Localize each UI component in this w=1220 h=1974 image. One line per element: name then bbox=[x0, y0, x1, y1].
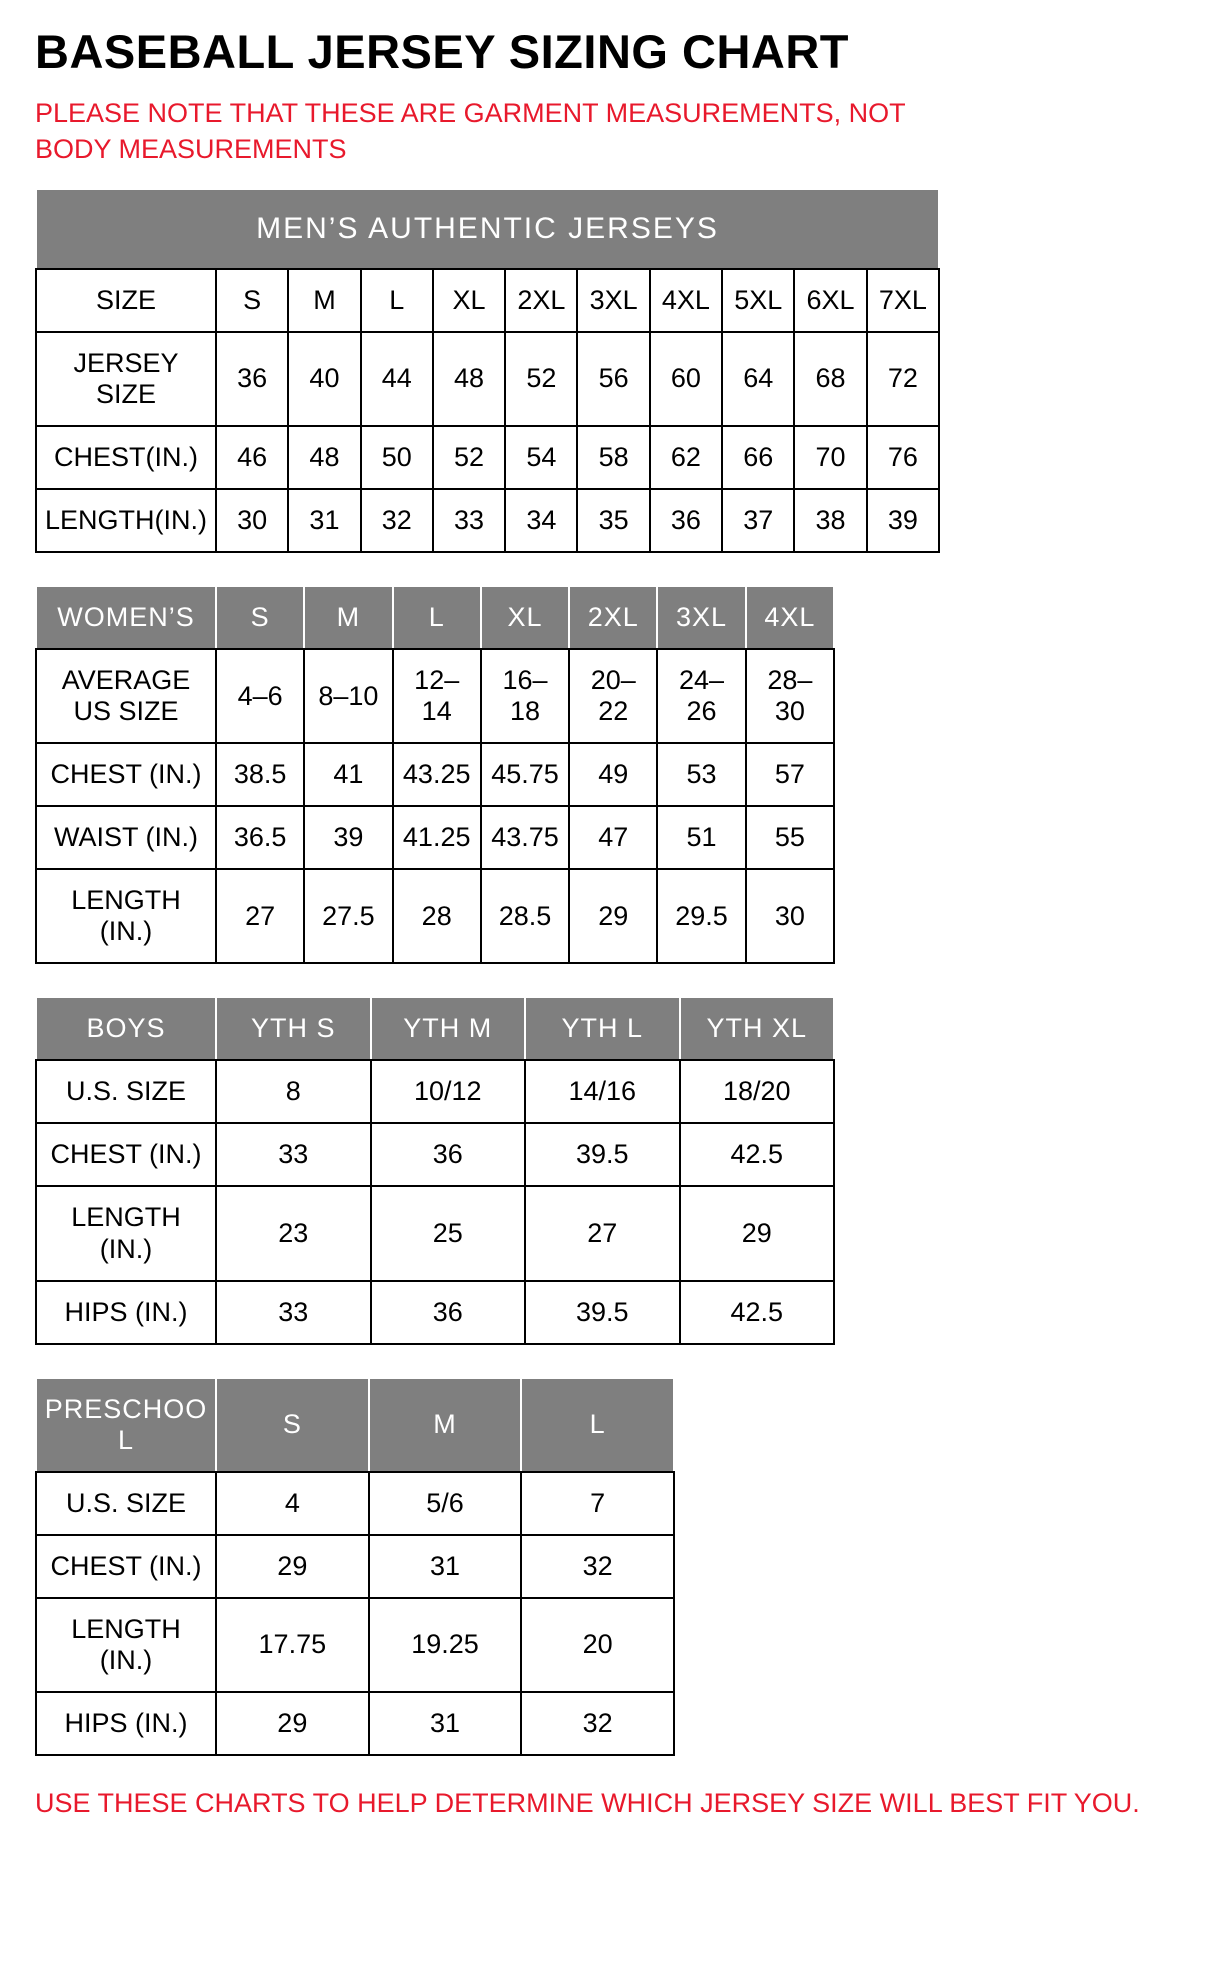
value-cell: 36 bbox=[650, 489, 722, 552]
row-label-cell: AVERAGE US SIZE bbox=[36, 649, 216, 743]
value-cell: 28 bbox=[393, 869, 481, 963]
column-header-cell: XL bbox=[433, 269, 505, 332]
row-label-cell: CHEST (IN.) bbox=[36, 1123, 216, 1186]
table-title-cell: BOYS bbox=[36, 997, 216, 1060]
value-cell: 33 bbox=[216, 1281, 371, 1344]
value-cell: 52 bbox=[433, 426, 505, 489]
table-row bbox=[36, 332, 939, 426]
value-cell: 7 bbox=[521, 1472, 674, 1535]
value-cell: 10/12 bbox=[371, 1060, 526, 1123]
value-cell: 41 bbox=[304, 743, 392, 806]
value-cell: 48 bbox=[433, 332, 505, 426]
value-cell: 36.5 bbox=[216, 806, 304, 869]
column-header-cell: 5XL bbox=[722, 269, 794, 332]
table-row bbox=[36, 1123, 834, 1186]
value-cell: 8–10 bbox=[304, 649, 392, 743]
value-cell: 29 bbox=[216, 1692, 369, 1755]
table-row bbox=[36, 426, 939, 489]
column-header-cell: M bbox=[304, 586, 392, 649]
value-cell: 40 bbox=[288, 332, 360, 426]
value-cell: 37 bbox=[722, 489, 794, 552]
table-row bbox=[36, 1281, 834, 1344]
row-label-cell: LENGTH(IN.) bbox=[36, 489, 216, 552]
row-label-cell: LENGTH (IN.) bbox=[36, 1598, 216, 1692]
value-cell: 32 bbox=[521, 1535, 674, 1598]
row-label-cell: WAIST (IN.) bbox=[36, 806, 216, 869]
page-title: BASEBALL JERSEY SIZING CHART bbox=[35, 25, 849, 78]
value-cell: 43.25 bbox=[393, 743, 481, 806]
value-cell: 62 bbox=[650, 426, 722, 489]
value-cell: 51 bbox=[657, 806, 745, 869]
value-cell: 18/20 bbox=[680, 1060, 835, 1123]
column-header-cell: M bbox=[369, 1378, 522, 1472]
table-row bbox=[36, 1472, 674, 1535]
table-title-cell: WOMEN’S bbox=[36, 586, 216, 649]
value-cell: 33 bbox=[433, 489, 505, 552]
value-cell: 29 bbox=[216, 1535, 369, 1598]
row-label-cell: CHEST(IN.) bbox=[36, 426, 216, 489]
row-label-cell: JERSEY SIZE bbox=[36, 332, 216, 426]
value-cell: 31 bbox=[369, 1692, 522, 1755]
value-cell: 46 bbox=[216, 426, 288, 489]
value-cell: 27.5 bbox=[304, 869, 392, 963]
value-cell: 39.5 bbox=[525, 1281, 680, 1344]
value-cell: 31 bbox=[369, 1535, 522, 1598]
value-cell: 57 bbox=[746, 743, 834, 806]
value-cell: 20 bbox=[521, 1598, 674, 1692]
value-cell: 36 bbox=[371, 1123, 526, 1186]
womens-sizing-table bbox=[35, 585, 1190, 964]
value-cell: 27 bbox=[216, 869, 304, 963]
value-cell: 14/16 bbox=[525, 1060, 680, 1123]
value-cell: 17.75 bbox=[216, 1598, 369, 1692]
row-label-cell: LENGTH (IN.) bbox=[36, 869, 216, 963]
value-cell: 38 bbox=[794, 489, 866, 552]
table-row bbox=[36, 1535, 674, 1598]
column-header-cell: 3XL bbox=[657, 586, 745, 649]
value-cell: 45.75 bbox=[481, 743, 569, 806]
boys-table bbox=[35, 996, 835, 1344]
preschool-table bbox=[35, 1377, 675, 1756]
column-header-cell: 2XL bbox=[505, 269, 577, 332]
value-cell: 38.5 bbox=[216, 743, 304, 806]
table-title-cell: PRESCHOOL bbox=[36, 1378, 216, 1472]
value-cell: 20–22 bbox=[569, 649, 657, 743]
value-cell: 4 bbox=[216, 1472, 369, 1535]
value-cell: 44 bbox=[361, 332, 433, 426]
row-label-cell: LENGTH (IN.) bbox=[36, 1186, 216, 1280]
value-cell: 43.75 bbox=[481, 806, 569, 869]
value-cell: 32 bbox=[521, 1692, 674, 1755]
value-cell: 32 bbox=[361, 489, 433, 552]
column-header-cell: L bbox=[521, 1378, 674, 1472]
value-cell: 31 bbox=[288, 489, 360, 552]
column-header-cell: L bbox=[393, 586, 481, 649]
row-label-cell: CHEST (IN.) bbox=[36, 743, 216, 806]
column-header-cell: 4XL bbox=[650, 269, 722, 332]
value-cell: 55 bbox=[746, 806, 834, 869]
value-cell: 64 bbox=[722, 332, 794, 426]
value-cell: 53 bbox=[657, 743, 745, 806]
value-cell: 48 bbox=[288, 426, 360, 489]
value-cell: 5/6 bbox=[369, 1472, 522, 1535]
column-header-cell: 6XL bbox=[794, 269, 866, 332]
value-cell: 58 bbox=[577, 426, 649, 489]
row-label-cell: CHEST (IN.) bbox=[36, 1535, 216, 1598]
value-cell: 23 bbox=[216, 1186, 371, 1280]
value-cell: 70 bbox=[794, 426, 866, 489]
value-cell: 16–18 bbox=[481, 649, 569, 743]
value-cell: 42.5 bbox=[680, 1123, 835, 1186]
table-row bbox=[36, 1598, 674, 1692]
womens-table bbox=[35, 585, 835, 964]
column-header-cell: S bbox=[216, 1378, 369, 1472]
value-cell: 68 bbox=[794, 332, 866, 426]
value-cell: 28–30 bbox=[746, 649, 834, 743]
value-cell: 36 bbox=[216, 332, 288, 426]
table-row bbox=[36, 869, 834, 963]
value-cell: 39.5 bbox=[525, 1123, 680, 1186]
table-row bbox=[36, 1692, 674, 1755]
row-label-cell: HIPS (IN.) bbox=[36, 1692, 216, 1755]
table-header-row bbox=[36, 1378, 674, 1472]
value-cell: 29 bbox=[569, 869, 657, 963]
table-row bbox=[36, 489, 939, 552]
value-cell: 66 bbox=[722, 426, 794, 489]
garment-measurements-note: PLEASE NOTE THAT THESE ARE GARMENT MEASUREMENTS, NOT BODY MEASUREMENTS bbox=[35, 98, 906, 165]
value-cell: 54 bbox=[505, 426, 577, 489]
column-header-cell: XL bbox=[481, 586, 569, 649]
value-cell: 49 bbox=[569, 743, 657, 806]
table-header-row bbox=[36, 269, 939, 332]
row-label-cell: U.S. SIZE bbox=[36, 1472, 216, 1535]
column-header-cell: 3XL bbox=[577, 269, 649, 332]
value-cell: 47 bbox=[569, 806, 657, 869]
boys-sizing-table bbox=[35, 996, 1190, 1344]
table-row bbox=[36, 743, 834, 806]
value-cell: 39 bbox=[304, 806, 392, 869]
value-cell: 56 bbox=[577, 332, 649, 426]
value-cell: 41.25 bbox=[393, 806, 481, 869]
table-row bbox=[36, 806, 834, 869]
row-label-cell: HIPS (IN.) bbox=[36, 1281, 216, 1344]
column-header-cell: S bbox=[216, 269, 288, 332]
column-header-cell: 2XL bbox=[569, 586, 657, 649]
table-banner-row bbox=[36, 189, 939, 269]
column-header-cell: YTH XL bbox=[680, 997, 835, 1060]
value-cell: 29.5 bbox=[657, 869, 745, 963]
value-cell: 50 bbox=[361, 426, 433, 489]
value-cell: 39 bbox=[867, 489, 939, 552]
value-cell: 35 bbox=[577, 489, 649, 552]
value-cell: 30 bbox=[216, 489, 288, 552]
preschool-sizing-table bbox=[35, 1377, 1190, 1756]
value-cell: 52 bbox=[505, 332, 577, 426]
column-header-cell: YTH M bbox=[371, 997, 526, 1060]
column-header-cell: YTH S bbox=[216, 997, 371, 1060]
value-cell: 28.5 bbox=[481, 869, 569, 963]
value-cell: 29 bbox=[680, 1186, 835, 1280]
value-cell: 25 bbox=[371, 1186, 526, 1280]
mens-table bbox=[35, 188, 940, 553]
value-cell: 76 bbox=[867, 426, 939, 489]
value-cell: 60 bbox=[650, 332, 722, 426]
table-row bbox=[36, 1060, 834, 1123]
table-header-row bbox=[36, 997, 834, 1060]
value-cell: 27 bbox=[525, 1186, 680, 1280]
table-header-row bbox=[36, 586, 834, 649]
column-header-cell: 4XL bbox=[746, 586, 834, 649]
value-cell: 72 bbox=[867, 332, 939, 426]
column-header-cell: S bbox=[216, 586, 304, 649]
value-cell: 4–6 bbox=[216, 649, 304, 743]
table-row bbox=[36, 1186, 834, 1280]
column-header-cell: 7XL bbox=[867, 269, 939, 332]
row-label-cell: U.S. SIZE bbox=[36, 1060, 216, 1123]
value-cell: 34 bbox=[505, 489, 577, 552]
value-cell: 24–26 bbox=[657, 649, 745, 743]
fit-advice-note: USE THESE CHARTS TO HELP DETERMINE WHICH JERSEY SIZE WILL BEST FIT YOU. bbox=[35, 1787, 1140, 1818]
value-cell: 8 bbox=[216, 1060, 371, 1123]
table-banner: MEN’S AUTHENTIC JERSEYS bbox=[36, 189, 939, 269]
mens-sizing-table bbox=[35, 188, 1190, 553]
value-cell: 33 bbox=[216, 1123, 371, 1186]
column-header-cell: L bbox=[361, 269, 433, 332]
table-row bbox=[36, 649, 834, 743]
table-title-cell: SIZE bbox=[36, 269, 216, 332]
value-cell: 19.25 bbox=[369, 1598, 522, 1692]
value-cell: 30 bbox=[746, 869, 834, 963]
column-header-cell: YTH L bbox=[525, 997, 680, 1060]
value-cell: 42.5 bbox=[680, 1281, 835, 1344]
column-header-cell: M bbox=[288, 269, 360, 332]
value-cell: 36 bbox=[371, 1281, 526, 1344]
value-cell: 12–14 bbox=[393, 649, 481, 743]
